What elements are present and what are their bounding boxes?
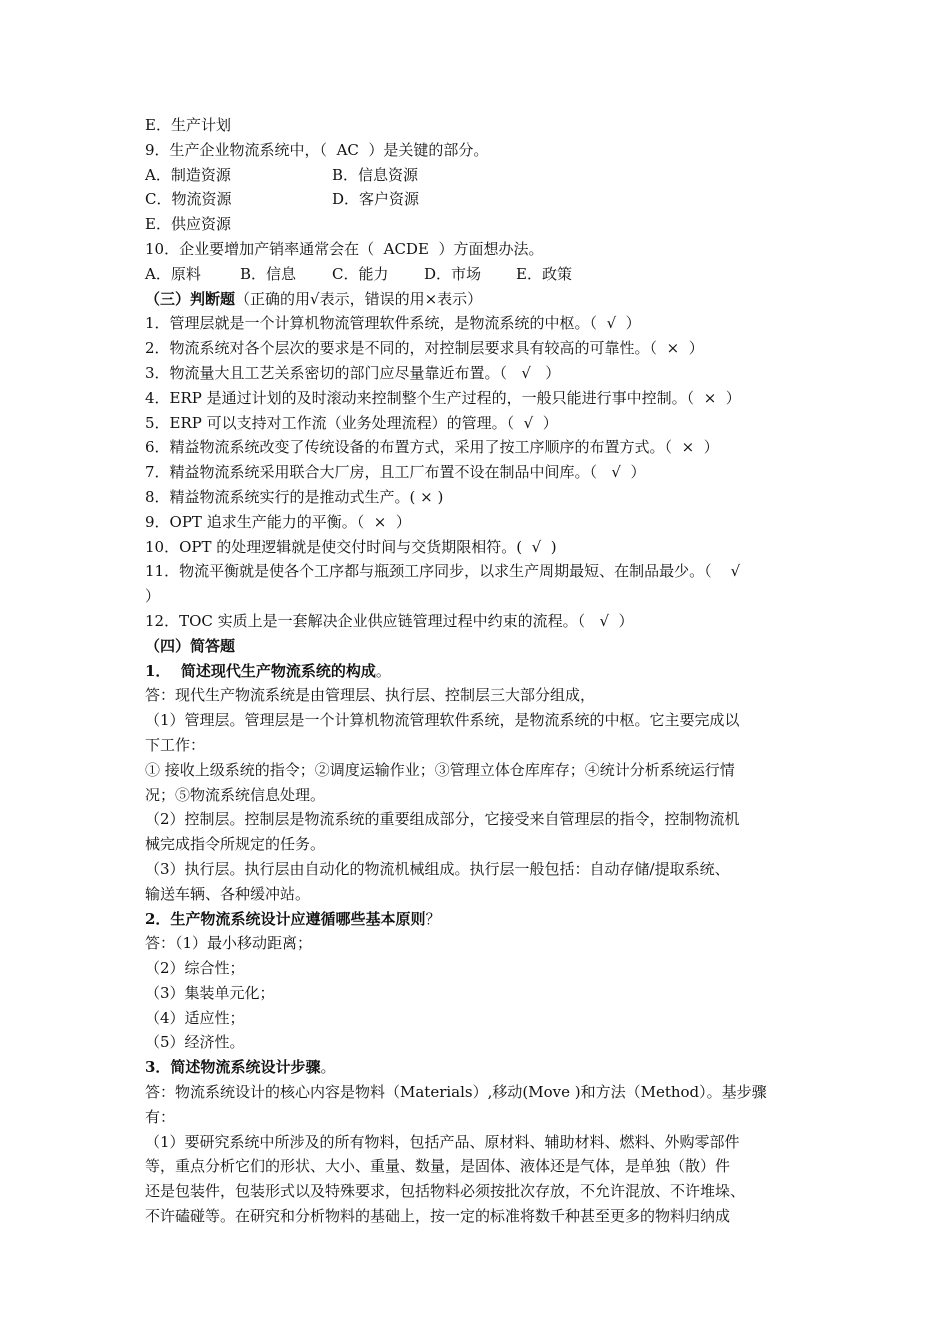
judgment-item: 6．精益物流系统改变了传统设备的布置方式，采用了按工序顺序的布置方式。（ × ）	[145, 438, 719, 457]
q2-answer-line: （5）经济性。	[145, 1033, 245, 1052]
q10-option-b: B．信息	[240, 264, 297, 283]
q8-option-e: E．生产计划	[145, 116, 231, 134]
judgment-item: 11．物流平衡就是使各个工序都与瓶颈工序同步，以求生产周期最短、在制品最少。（ √	[145, 562, 741, 581]
section4-title: （四）简答题	[145, 636, 236, 655]
q9-option-a: A．制造资源	[145, 165, 231, 184]
judgment-item: 2．物流系统对各个层次的要求是不同的，对控制层要求具有较高的可靠性。（ × ）	[145, 339, 704, 358]
q2-answer-line: （4）适应性；	[145, 1008, 245, 1027]
q1-answer-line: ① 接收上级系统的指令；②调度运输作业；③管理立体仓库库存；④统计分析系统运行情	[145, 760, 735, 779]
q10-option-d: D．市场	[424, 264, 482, 283]
q1-answer-line: 况；⑤物流系统信息处理。	[145, 785, 326, 804]
q9-option-b: B．信息资源	[332, 165, 419, 184]
judgment-item: 9．OPT 追求生产能力的平衡。（ × ）	[145, 512, 411, 531]
section3-title-note: （正确的用√表示，错误的用×表示）	[235, 289, 483, 308]
q1-answer-line: （2）控制层。控制层是物流系统的重要组成部分，它接受来自管理层的指令，控制物流机	[145, 810, 740, 829]
judgment-item: 8．精益物流系统实行的是推动式生产。( × )	[145, 487, 444, 506]
q9-stem: 9．生产企业物流系统中，（ AC ）是关键的部分。	[145, 140, 489, 159]
q1-answer-line: 下工作：	[145, 735, 206, 754]
q1-title-end: 。	[375, 661, 391, 680]
q9-option-e: E．供应资源	[145, 215, 231, 234]
judgment-item: 1．管理层就是一个计算机物流管理软件系统，是物流系统的中枢。（ √ ）	[145, 314, 641, 333]
q1-title-text: 1． 简述现代生产物流系统的构成	[145, 661, 376, 680]
q3-answer-line: 有：	[145, 1107, 176, 1126]
q10-option-a: A．原料	[145, 264, 201, 283]
q1-answer-line: 答：现代生产物流系统是由管理层、执行层、控制层三大部分组成，	[145, 686, 596, 705]
q3-title	[145, 1055, 815, 1080]
q2-answer-line: （2）综合性；	[145, 959, 245, 978]
q1-title	[145, 659, 815, 684]
q3-title-end: 。	[320, 1058, 336, 1077]
q3-answer-line: 答：物流系统设计的核心内容是物料（Materials）,移动(Move )和方法（Method）。基步骤	[145, 1083, 767, 1102]
q2-title-end: ？	[425, 909, 441, 928]
section3-title-bold: （三）判断题	[145, 289, 236, 308]
q1-answer-line: 械完成指令所规定的任务。	[145, 835, 326, 854]
q2-title-text: 2．生产物流系统设计应遵循哪些基本原则	[145, 909, 426, 928]
q3-answer-line: （1）要研究系统中所涉及的所有物料，包括产品、原材料、辅助材料、燃料、外购零部件	[145, 1132, 740, 1151]
q1-answer-line: 输送车辆、各种缓冲站。	[145, 884, 311, 903]
q1-answer-line: （3）执行层。执行层由自动化的物流机械组成。执行层一般包括：自动存储/提取系统、	[145, 859, 730, 878]
q3-answer-line: 还是包装件，包装形式以及特殊要求，包括物料必须按批次存放，不允许混放、不许堆垛、	[145, 1182, 746, 1201]
judgment-item: 12．TOC 实质上是一套解决企业供应链管理过程中约束的流程。（ √ ）	[145, 611, 634, 630]
judgment-item-continued: ）	[145, 587, 161, 606]
q2-answer-line: （3）集装单元化；	[145, 983, 275, 1002]
q9-option-c: C．物流资源	[145, 190, 232, 209]
q1-answer-line: （1）管理层。管理层是一个计算机物流管理软件系统，是物流系统的中枢。它主要完成以	[145, 711, 740, 730]
q10-option-c: C．能力	[332, 264, 389, 283]
q2-answer-line: 答：（1）最小移动距离；	[145, 934, 313, 953]
q9-option-d: D．客户资源	[332, 190, 420, 209]
judgment-item: 3．物流量大且工艺关系密切的部门应尽量靠近布置。（ √ ）	[145, 363, 561, 382]
q10-stem: 10．企业要增加产销率通常会在（ ACDE ）方面想办法。	[145, 239, 544, 258]
document-page	[145, 113, 815, 1229]
q10-option-e: E．政策	[516, 264, 572, 283]
q3-title-text: 3．简述物流系统设计步骤	[145, 1058, 321, 1077]
judgment-item: 10．OPT 的处理逻辑就是使交付时间与交货期限相符。( √ )	[145, 537, 557, 556]
q2-title	[145, 907, 815, 932]
judgment-item: 5．ERP 可以支持对工作流（业务处理流程）的管理。（ √ ）	[145, 413, 558, 432]
q3-answer-line: 不许磕碰等。在研究和分析物料的基础上，按一定的标准将数千种甚至更多的物料归纳成	[145, 1207, 731, 1226]
section3-title	[145, 287, 815, 312]
q10-options	[145, 262, 815, 287]
judgment-item: 4．ERP 是通过计划的及时滚动来控制整个生产过程的，一般只能进行事中控制。（ × ）	[145, 388, 741, 407]
q9-options-row2	[145, 187, 815, 212]
q3-answer-line: 等，重点分析它们的形状、大小、重量、数量，是固体、液体还是气体，是单独（散）件	[145, 1157, 731, 1176]
q9-options-row1	[145, 163, 815, 188]
judgment-item: 7．精益物流系统采用联合大厂房，且工厂布置不设在制品中间库。（ √ ）	[145, 463, 646, 482]
